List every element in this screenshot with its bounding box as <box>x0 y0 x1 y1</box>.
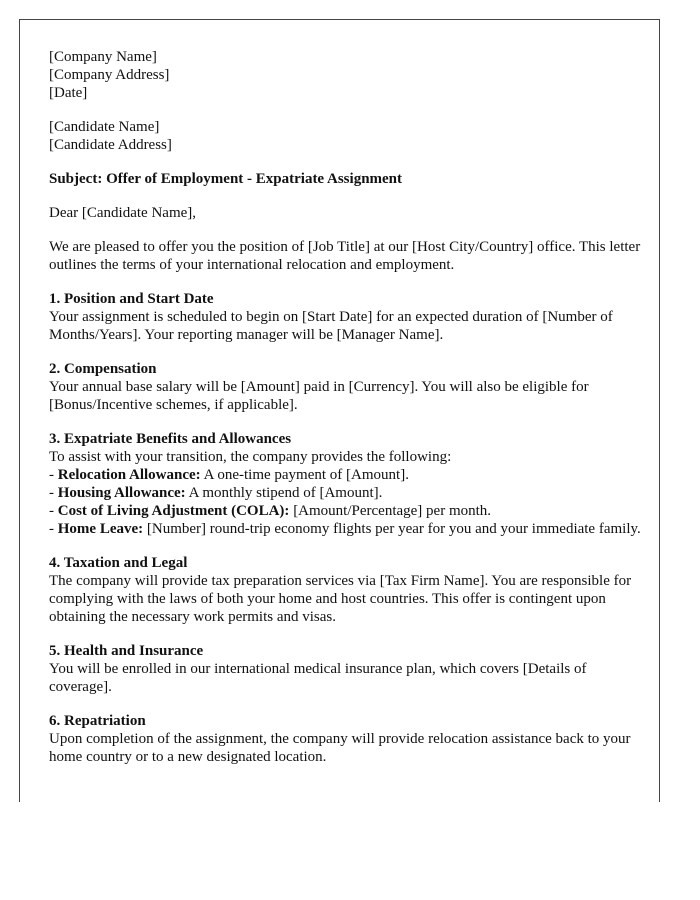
section-body: Your assignment is scheduled to begin on [Start Date] for an expected duration of [Number of Months/Years]. Your reporting manager will be [Manager Name]. <box>49 309 613 343</box>
benefit-item: - Housing Allowance: A monthly stipend of [Amount]. <box>49 485 383 501</box>
letter-page <box>19 19 660 802</box>
section-body: The company will provide tax preparation services via [Tax Firm Name]. You are responsible for complying with the laws of both your home and host countries. This offer is contingent upon obtaining the necessary work permits and visas. <box>49 573 632 625</box>
salutation: Dear [Candidate Name], <box>49 205 197 221</box>
section-heading: 6. Repatriation <box>49 713 146 729</box>
letter-date: [Date] <box>49 85 88 101</box>
section-heading: 2. Compensation <box>49 361 157 377</box>
section-benefits <box>49 430 641 538</box>
benefit-item: - Cost of Living Adjustment (COLA): [Amount/Percentage] per month. <box>49 503 492 519</box>
candidate-name: [Candidate Name] <box>49 119 160 135</box>
section-body: You will be enrolled in our international medical insurance plan, which covers [Details of coverage]. <box>49 661 587 695</box>
section-compensation <box>49 360 641 414</box>
company-address: [Company Address] <box>49 67 170 83</box>
section-taxation <box>49 554 641 626</box>
section-repatriation <box>49 712 641 766</box>
section-heading: 1. Position and Start Date <box>49 291 214 307</box>
intro-paragraph: We are pleased to offer you the position of [Job Title] at our [Host City/Country] office. This letter outlines the terms of your international relocation and employment. <box>49 239 641 273</box>
section-intro: To assist with your transition, the company provides the following: <box>49 449 452 465</box>
benefit-term: Cost of Living Adjustment (COLA): <box>57 503 290 519</box>
letter-subject: Subject: Offer of Employment - Expatriate Assignment <box>49 171 403 187</box>
section-position <box>49 290 641 344</box>
benefit-item: - Home Leave: [Number] round-trip economy flights per year for you and your immediate family. <box>49 521 641 537</box>
section-heading: 5. Health and Insurance <box>49 643 204 659</box>
section-body: Upon completion of the assignment, the company will provide relocation assistance back to your home country or to a new designated location. <box>49 731 631 765</box>
benefit-term: Relocation Allowance: <box>57 467 201 483</box>
section-body: Your annual base salary will be [Amount] paid in [Currency]. You will also be eligible for [Bonus/Incentive schemes, if applicable]. <box>49 379 589 413</box>
benefit-term: Housing Allowance: <box>57 485 186 501</box>
letter-content <box>49 48 641 766</box>
section-heading: 4. Taxation and Legal <box>49 555 188 571</box>
candidate-address: [Candidate Address] <box>49 137 172 153</box>
benefit-item: - Relocation Allowance: A one-time payment of [Amount]. <box>49 467 409 483</box>
company-name: [Company Name] <box>49 49 157 65</box>
section-heading: 3. Expatriate Benefits and Allowances <box>49 431 292 447</box>
benefit-term: Home Leave: <box>57 521 144 537</box>
section-health <box>49 642 641 696</box>
